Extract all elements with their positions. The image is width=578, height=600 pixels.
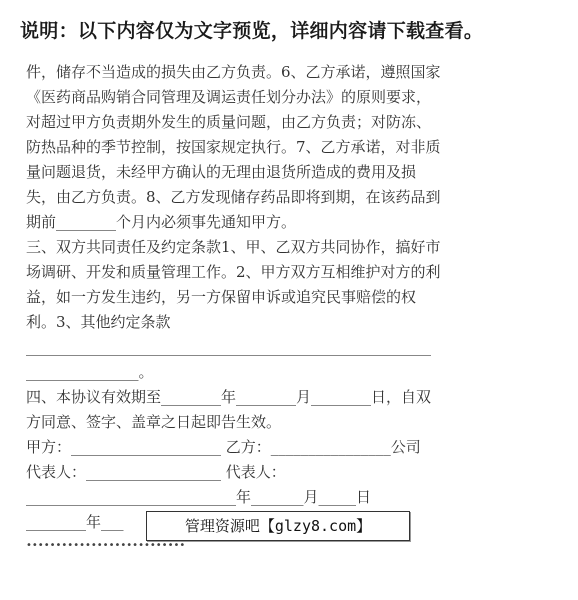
text-line: 三、双方共同责任及约定条款1、甲、乙双方共同协作，搞好市 [26, 238, 441, 256]
document-text [26, 60, 554, 535]
text-line: ____________________________年_______月_____日 [26, 488, 372, 506]
text-line: 失，由乙方负责。8、乙方发现储存药品即将到期，在该药品到 [26, 188, 441, 206]
text-line: 期前________个月内必须事先通知甲方。 [26, 213, 297, 231]
watermark-badge: 管理资源吧【glzy8.com】 [146, 511, 410, 541]
text-line: ________年___ [26, 513, 124, 531]
text-line: 量问题退货，未经甲方确认的无理由退货所造成的费用及损 [26, 163, 417, 181]
dotted-divider: ••••••••••••••••••••••••••• [26, 540, 186, 551]
text-line: 场调研、开发和质量管理工作。2、甲方双方互相维护对方的利 [26, 263, 441, 281]
text-line: 代表人：__________________ 代表人： [26, 463, 286, 481]
preview-notice: 说明：以下内容仅为文字预览，详细内容请下载查看。 [20, 20, 484, 42]
text-line: 对超过甲方负责期外发生的质量问题，由乙方负责；对防冻、 [26, 113, 432, 131]
text-line: 防热品种的季节控制，按国家规定执行。7、乙方承诺，对非质 [26, 138, 441, 156]
text-line: 《医药商品购销合同管理及调运责任划分办法》的原则要求， [26, 88, 432, 106]
text-line: _______________。 [26, 363, 154, 381]
text-line: 方同意、签字、盖章之日起即告生效。 [26, 413, 282, 431]
text-line: 件，储存不当造成的损失由乙方负责。6、乙方承诺，遵照国家 [26, 63, 441, 81]
text-line: 益，如一方发生违约，另一方保留申诉或追究民事赔偿的权 [26, 288, 417, 306]
text-line: 四、本协议有效期至________年________月________日，自双 [26, 388, 432, 406]
text-line: ______________________________________________________ [26, 338, 431, 356]
text-line: 利。3、其他约定条款 [26, 313, 171, 331]
text-line: 甲方：____________________ 乙方：________________公司 [26, 438, 421, 456]
